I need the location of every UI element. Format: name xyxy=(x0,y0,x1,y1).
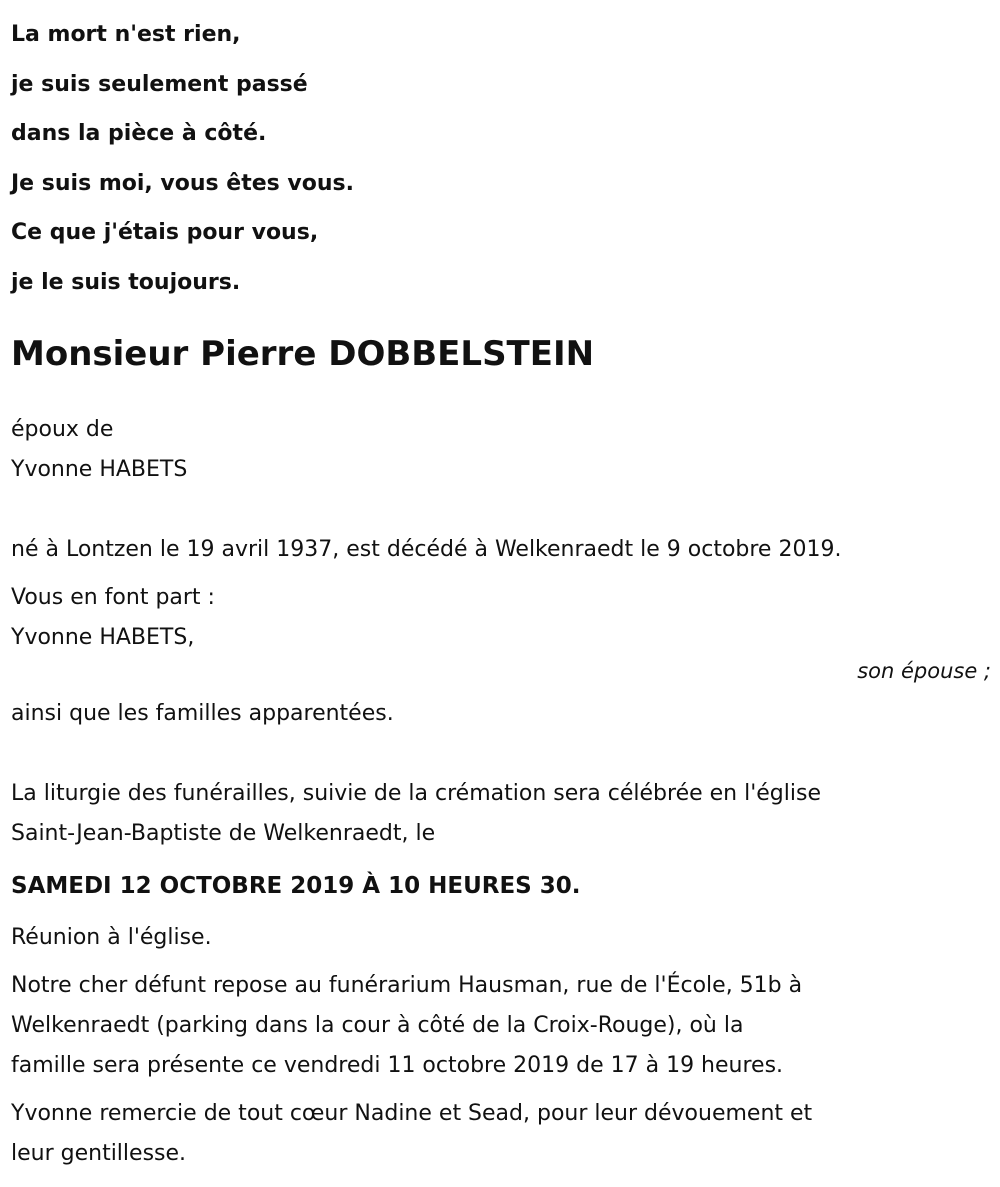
thanks-line: Yvonne remercie de tout cœur Nadine et Sead, pour leur dévouement et xyxy=(11,1100,813,1126)
spouse-name: Yvonne HABETS xyxy=(11,456,188,482)
obituary-notice xyxy=(11,0,991,1174)
poem-line: dans la pièce à côté. xyxy=(11,121,267,147)
poem-line: je le suis toujours. xyxy=(11,269,241,295)
spouse-intro: époux de xyxy=(11,416,114,442)
deceased-name: Monsieur Pierre DOBBELSTEIN xyxy=(11,333,595,374)
poem-line: Je suis moi, vous êtes vous. xyxy=(11,170,354,196)
repose-line: Welkenraedt (parking dans la cour à côté de la Croix-Rouge), où la xyxy=(11,1012,744,1038)
liturgy-line: Saint-Jean-Baptiste de Welkenraedt, le xyxy=(11,820,436,846)
families: ainsi que les familles apparentées. xyxy=(11,700,394,726)
poem-line: Ce que j'étais pour vous, xyxy=(11,220,319,246)
liturgy-line: La liturgie des funérailles, suivie de la crémation sera célébrée en l'église xyxy=(11,780,821,806)
poem xyxy=(11,10,991,308)
repose-line: famille sera présente ce vendredi 11 octobre 2019 de 17 à 19 heures. xyxy=(11,1052,784,1078)
thanks-line: leur gentillesse. xyxy=(11,1140,187,1166)
announce-intro: Vous en font part : xyxy=(11,584,215,610)
ceremony-date: SAMEDI 12 OCTOBRE 2019 À 10 HEURES 30. xyxy=(11,872,581,899)
meeting-info: Réunion à l'église. xyxy=(11,924,212,950)
birth-death: né à Lontzen le 19 avril 1937, est décédé à Welkenraedt le 9 octobre 2019. xyxy=(11,536,842,562)
announcer: Yvonne HABETS, xyxy=(11,624,195,650)
announcer-role: son épouse ; xyxy=(857,658,991,683)
repose-line: Notre cher défunt repose au funérarium Hausman, rue de l'École, 51b à xyxy=(11,972,803,998)
poem-line: La mort n'est rien, xyxy=(11,22,241,47)
poem-line: je suis seulement passé xyxy=(11,71,308,97)
